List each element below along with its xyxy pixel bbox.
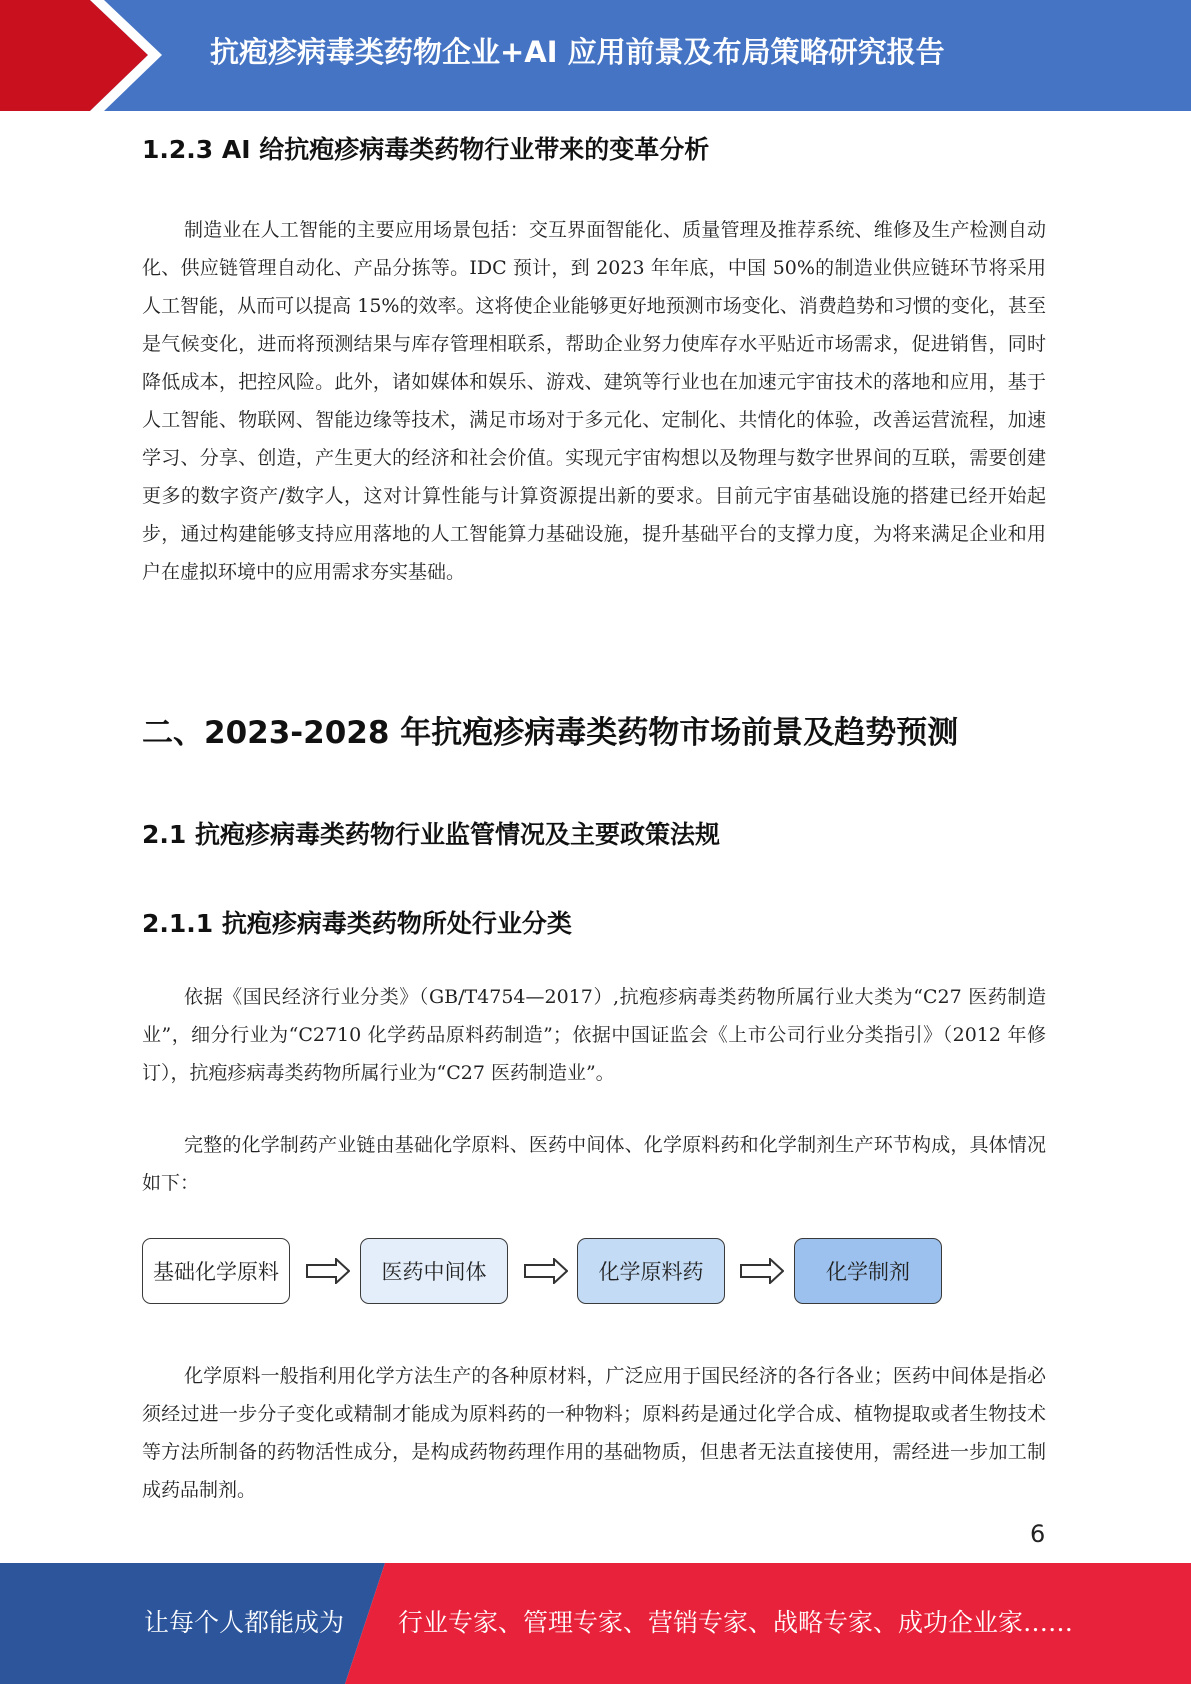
double-arrow-right-icon [306,1258,350,1284]
header-red-arrow-shape [0,0,148,111]
header-banner [0,0,1191,111]
section-heading-2-1-1: 2.1.1 抗疱疹病毒类药物所处行业分类 [142,909,572,938]
header-title: 抗疱疹病毒类药物企业+AI 应用前景及布局策略研究报告 [210,35,945,69]
flow-step-api: 化学原料药 [577,1238,725,1304]
paragraph-1-2-3: 制造业在人工智能的主要应用场景包括：交互界面智能化、质量管理及推荐系统、维修及生产检测自动化、供应链管理自动化、产品分拣等。IDC 预计，到 2023 年年底，中国 50%的制造业供应链环节将采用人工智能，从而可以提高 15%的效率。这将使企业能够更好地预测市场变化、消费趋势和习惯的变化，甚至是气候变化，进而将预测结果与库存管理相联系，帮助企业努力使库存水平贴近市场需求，促进销售，同时降低成本，把控风险。此外，诸如媒体和娱乐、游戏、建筑等行业也在加速元宇宙技术的落地和应用，基于人工智能、物联网、智能边缘等技术，满足市场对于多元化、定制化、共情化的体验，改善运营流程，加速学习、分享、创造，产生更大的经济和社会价值。实现元宇宙构想以及物理与数字世界间的互联，需要创建更多的数字资产/数字人，这对计算性能与计算资源提出新的要求。目前元宇宙基础设施的搭建已经开始起步，通过构建能够支持应用落地的人工智能算力基础设施，提升基础平台的支撑力度，为将来满足企业和用户在虚拟环境中的应用需求夯实基础。 [142,219,1046,583]
page-number: 6 [1030,1520,1046,1548]
footer-banner [0,1563,1191,1684]
section-heading-2-1: 2.1 抗疱疹病毒类药物行业监管情况及主要政策法规 [142,820,720,849]
chapter-heading-2: 二、2023-2028 年抗疱疹病毒类药物市场前景及趋势预测 [142,715,959,751]
paragraph-chain-definitions: 化学原料一般指利用化学方法生产的各种原材料，广泛应用于国民经济的各行各业；医药中间体是指必须经过进一步分子变化或精制才能成为原料药的一种物料；原料药是通过化学合成、植物提取或者生物技术等方法所制备的药物活性成分，是构成药物药理作用的基础物质，但患者无法直接使用，需经进一步加工制成药品制剂。 [142,1365,1046,1501]
double-arrow-right-icon [524,1258,568,1284]
industry-chain-flow [142,1238,946,1306]
footer-slogan-left: 让每个人都能成为 [144,1608,345,1637]
flow-step-formulation: 化学制剂 [794,1238,942,1304]
flow-step-basic-chemical: 基础化学原料 [142,1238,290,1304]
paragraph-chain-intro: 完整的化学制药产业链由基础化学原料、医药中间体、化学原料药和化学制剂生产环节构成，具体情况如下： [142,1134,1046,1194]
section-heading-1-2-3: 1.2.3 AI 给抗疱疹病毒类药物行业带来的变革分析 [142,135,710,164]
double-arrow-right-icon [740,1258,784,1284]
footer-slogan-right: 行业专家、管理专家、营销专家、战略专家、成功企业家…… [398,1608,1074,1637]
flow-step-intermediate: 医药中间体 [360,1238,508,1304]
paragraph-industry-classification: 依据《国民经济行业分类》（GB/T4754—2017）,抗疱疹病毒类药物所属行业大类为“C27 医药制造业”，细分行业为“C2710 化学药品原料药制造”；依据中国证监会《上市公司行业分类指引》（2012 年修订），抗疱疹病毒类药物所属行业为“C27 医药制造业”。 [142,986,1046,1084]
